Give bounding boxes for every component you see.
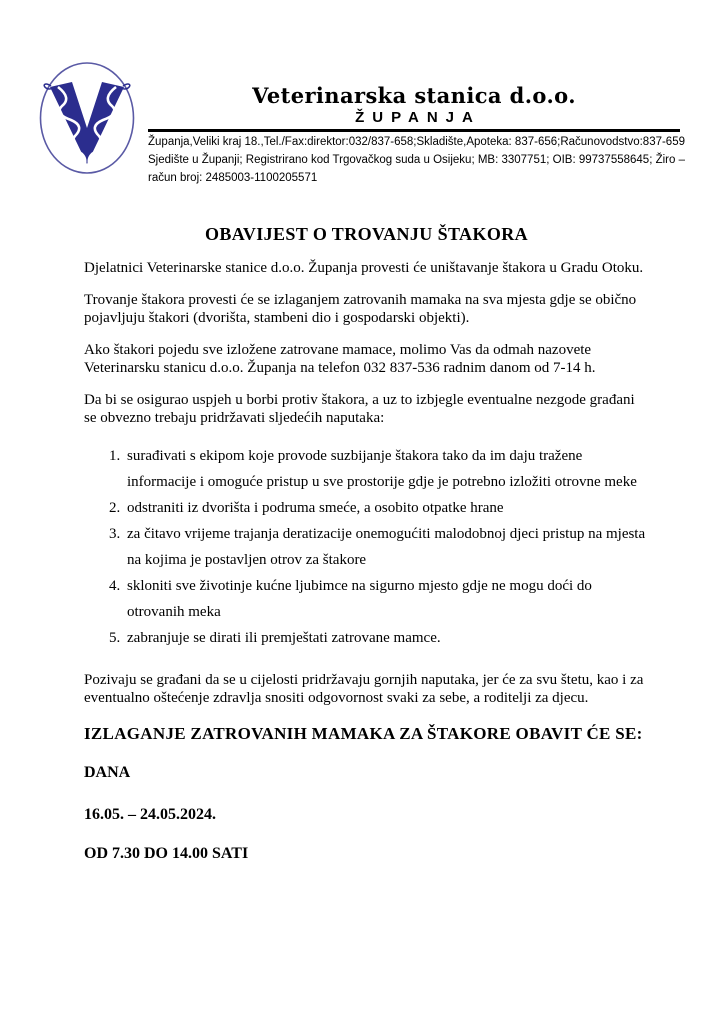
letterhead-text bbox=[148, 60, 685, 186]
closing-paragraph: Pozivaju se građani da se u cijelosti pridržavaju gornjih naputaka, jer će za svu štetu, kao i za eventualno oštećenje zdravlja snositi odgovornost svaki za sebe, a roditelji za djecu. bbox=[84, 672, 644, 706]
schedule-date-range: 16.05. – 24.05.2024. bbox=[84, 806, 216, 823]
schedule-time-range: OD 7.30 DO 14.00 SATI bbox=[84, 845, 249, 862]
paragraph: Da bi se osigurao uspjeh u borbi protiv štakora, a uz to izbjegle eventualne nezgode građani se obvezno trebaju pridržavati sljedećih naputaka: bbox=[84, 392, 635, 426]
notice-body bbox=[84, 224, 649, 863]
paragraph: Trovanje štakora provesti će se izlaganjem zatrovanih mamaka na sva mjesta gdje se obično pojavljuju štakori (dvorišta, stambeni dio i gospodarski objekti). bbox=[84, 292, 637, 326]
instruction-list bbox=[84, 443, 649, 651]
address-line: račun broj: 2485003-1100205571 bbox=[148, 172, 318, 184]
company-city: ŽUPANJA bbox=[355, 109, 481, 126]
schedule-label: DANA bbox=[84, 764, 131, 781]
letterhead-rule bbox=[148, 129, 680, 132]
notice-title: OBAVIJEST O TROVANJU ŠTAKORA bbox=[204, 224, 529, 244]
announcement-heading: IZLAGANJE ZATROVANIH MAMAKA ZA ŠTAKORE OBAVIT ĆE SE: bbox=[84, 724, 643, 743]
paragraph: Djelatnici Veterinarske stanice d.o.o. Županja provesti će uništavanje štakora u Gradu Otoku. bbox=[84, 260, 644, 276]
address-line: Županja,Veliki kraj 18.,Tel./Fax:direktor:032/837-658;Skladište,Apoteka: 837-656;Računovodstvo:837-659 bbox=[148, 136, 685, 148]
address-line: Sjedište u Županji; Registrirano kod Trgovačkog suda u Osijeku; MB: 3307751; OIB: 99737558645; Žiro – bbox=[148, 154, 685, 166]
veterinary-v-snakes-logo bbox=[38, 60, 140, 180]
instruction-item: 1. surađivati s ekipom koje provode suzbijanje štakora tako da im daju tražene informacije i omoguće pristup u sve prostorije gdje je potrebno izložiti otrovne meke bbox=[124, 443, 649, 495]
logo-graphic bbox=[38, 60, 136, 176]
instruction-item: 4. skloniti sve životinje kućne ljubimce na sigurno mjesto gdje ne mogu doći do otrovanih meka bbox=[124, 573, 649, 625]
company-name: Veterinarska stanica d.o.o. bbox=[252, 83, 576, 108]
instruction-item: 2. odstraniti iz dvorišta i podruma smeće, a osobito otpatke hrane bbox=[124, 495, 649, 521]
instruction-item: 5. zabranjuje se dirati ili premještati zatrovane mamce. bbox=[124, 625, 649, 651]
instruction-item: 3. za čitavo vrijeme trajanja deratizacije onemogućiti malodobnoj djeci pristup na mjesta na kojima je postavljen otrov za štakore bbox=[124, 521, 649, 573]
paragraph: Ako štakori pojedu sve izložene zatrovane mamace, molimo Vas da odmah nazovete Veterinarsku stanicu d.o.o. Županja na telefon 032 837-536 radnim danom od 7-14 h. bbox=[84, 342, 596, 376]
letterhead bbox=[38, 60, 685, 186]
